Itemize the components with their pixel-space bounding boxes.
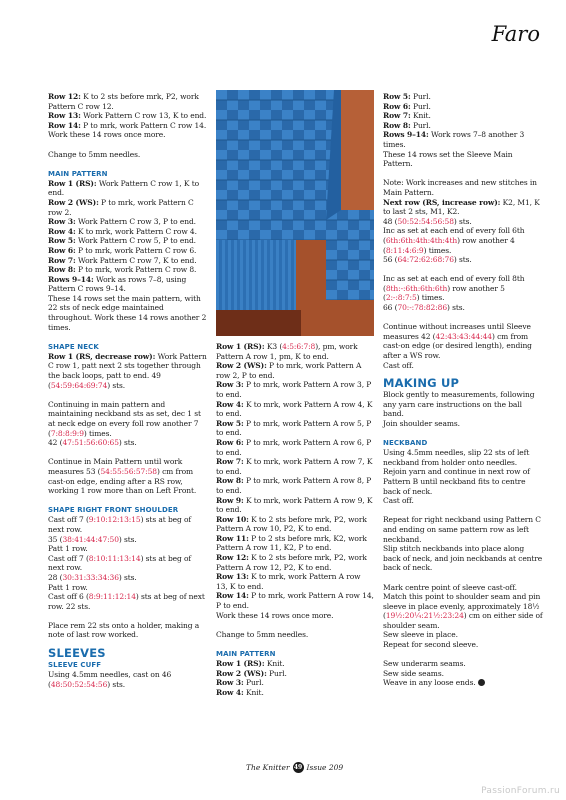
increase-row: Next row (RS, increase row): K2, M1, K to last 2 sts, M1, K2. [383, 197, 540, 217]
shoulder-line-6: Patt 1 row. [48, 582, 88, 592]
main-row-1: Row 1 (RS): Work Pattern C row 1, K to end. [48, 178, 200, 198]
footer [246, 762, 343, 773]
row-12: Row 12: K to 2 sts before mrk, P2, work Pattern C row 12. [48, 92, 199, 111]
end-mark-icon [478, 679, 485, 686]
increase-set-2: Inc as set at each end of every foll 8th (8th:-:6th:6th:6th) row another 5 (2:-:8:7:5) times. [383, 274, 525, 303]
main-row-4: Row 4: K to mrk, work Pattern C row 4. [48, 226, 197, 236]
neckband-4: Repeat for right neckband using Pattern C and ending on same pattern row as left neckband. [383, 515, 541, 544]
sleeve-row-2: Row 2 (WS): Purl. [216, 668, 287, 678]
magazine-name: The Knitter [246, 763, 290, 772]
neckband-1: Using 4.5mm needles, slip 22 sts of left neckband from holder onto needles. [383, 448, 530, 467]
shoulder-line-5: 28 (30:31:33:34:36) sts. [48, 572, 137, 582]
shoulder-line-7: Cast off 6 (8:9:11:12:14) sts at beg of next row. 22 sts. [48, 592, 205, 611]
sleeve-main-pattern-heading: MAIN PATTERN [216, 650, 276, 658]
intro-tail: Work these 14 rows once more. [48, 130, 166, 140]
sleeve-cuff-heading: SLEEVE CUFF [48, 661, 102, 670]
main-row-6: Row 6: P to mrk, work Pattern C row 6. [48, 245, 197, 255]
neck-row-1: Row 1 (RS, decrease row): Work Pattern C row 1, patt next 2 sts together through the back loops, patt to end. 49 (54:59:64:69:74) sts. [48, 351, 207, 390]
a-row-4: Row 4: K to mrk, work Pattern A row 4, K to end. [216, 399, 373, 419]
shoulder-line-1: Cast off 7 (9:10:12:13:15) sts at beg of next row. [48, 515, 192, 534]
increase-set-1: Inc as set at each end of every foll 6th (6th:6th:4th:4th:4th) row another 4 (8:11:4:6:9) times. [383, 226, 525, 255]
sleeve-rows-9-14: Rows 9–14: Work rows 7–8 another 3 times. [383, 130, 525, 149]
sweater-photo [216, 90, 374, 336]
neck-decrease-text: Continuing in main pattern and maintaining neckband sts as set, dec 1 st at neck edge on every foll row another 7 (7:8:8:9:9) times. [48, 399, 201, 438]
a-row-6: Row 6: P to mrk, work Pattern A row 6, P to end. [216, 437, 372, 457]
shoulder-line-8: Place rem 22 sts onto a holder, making a note of last row worked. [48, 620, 200, 640]
making-up-text: Block gently to measurements, following any yarn care instructions on the ball band. [383, 390, 535, 419]
a-row-3: Row 3: P to mrk, work Pattern A row 3, P to end. [216, 380, 372, 399]
main-rows-9-14: Rows 9–14: Work as rows 7–8, using Pattern C rows 9–14. [48, 274, 187, 294]
sleeve-row-5: Row 5: Purl. [383, 92, 431, 101]
page-title: Faro [491, 22, 540, 46]
sew-1: Sew underarm seams. [383, 659, 466, 669]
increase-set-2-count: 66 (70:-:78:82:86) sts. [383, 303, 465, 313]
main-tail: These 14 rows set the main pattern, with 22 sts of neck edge maintained throughout. Work these 14 rows another 2 times. [48, 293, 207, 332]
shape-neck-heading: SHAPE NECK [48, 342, 99, 351]
making-up-heading: MAKING UP [383, 376, 460, 391]
knit-texture-image [216, 90, 374, 336]
a-row-7: Row 7: K to mrk, work Pattern A row 7, K to end. [216, 457, 373, 476]
column-right [383, 92, 543, 688]
watermark: PassionForum.ru [481, 786, 560, 796]
mark-centre-4: Repeat for second sleeve. [383, 640, 479, 650]
a-row-13: Row 13: K to mrk, work Pattern A row 13, K to end. [216, 572, 361, 591]
sleeve-row-3: Row 3: Purl. [216, 678, 264, 688]
increase-set-1-count: 56 (64:72:62:68:76) sts. [383, 255, 472, 265]
sleeve-row-4: Row 4: Knit. [216, 687, 264, 697]
mark-centre-2: Match this point to shoulder seam and pin sleeve in place evenly, approximately 18½ (19½:20¼:21½:23:24) cm on either side of shoulder seam. [383, 592, 543, 630]
shoulder-line-3: Patt 1 row. [48, 544, 88, 554]
mark-centre-3: Sew sleeve in place. [383, 630, 458, 640]
a-row-11: Row 11: P to 2 sts before mrk, K2, work Pattern A row 11, K2, P to end. [216, 533, 367, 553]
neckband-3: Cast off. [383, 496, 414, 506]
sew-2: Sew side seams. [383, 668, 444, 678]
sleeve-rows-tail: These 14 rows set the Sleeve Main Pattern. [383, 149, 513, 169]
main-row-8: Row 8: P to mrk, work Pattern C row 8. [48, 265, 197, 275]
issue-number: Issue 209 [306, 763, 344, 772]
sleeves-heading: SLEEVES [48, 646, 106, 661]
main-row-3: Row 3: Work Pattern C row 3, P to end. [48, 217, 196, 227]
neckband-heading: NECKBAND [383, 439, 428, 448]
continue-text: Continue without increases until Sleeve measures 42 (42:43:43:44:44) cm from cast-on edge (or desired length), ending after a WS row. [383, 322, 532, 361]
change-needles: Change to 5mm needles. [48, 149, 141, 159]
increase-count: 48 (50:52:54:56:58) sts. [383, 216, 472, 226]
main-pattern-heading: MAIN PATTERN [48, 169, 108, 178]
column-left [48, 92, 208, 689]
row-13: Row 13: Work Pattern C row 13, K to end. [48, 111, 207, 121]
a-rows-tail: Work these 14 rows once more. [216, 610, 334, 620]
sew-3: Weave in any loose ends. [383, 678, 543, 688]
main-row-2: Row 2 (WS): P to mrk, work Pattern C row 2. [48, 197, 194, 217]
neckband-2: Rejoin yarn and continue in next row of Pattern B until neckband fits to centre back of neck. [383, 467, 530, 496]
cast-off-1: Cast off. [383, 360, 414, 370]
a-row-9: Row 9: K to mrk, work Pattern A row 9, K to end. [216, 495, 373, 515]
sleeve-row-1: Row 1 (RS): Knit. [216, 659, 285, 668]
mark-centre-1: Mark centre point of sleeve cast-off. [383, 582, 517, 592]
a-row-2: Row 2 (WS): P to mrk, work Pattern A row 2, P to end. [216, 361, 362, 380]
main-row-7: Row 7: Work Pattern C row 7, K to end. [48, 255, 197, 265]
column-middle [216, 342, 374, 697]
increase-note: Note: Work increases and new stitches in Main Pattern. [383, 178, 537, 197]
neck-continue-text: Continue in Main Pattern until work measures 53 (54:55:56:57:58) cm from cast-on edge, ending after a RS row, working 1 row more than on Left Front. [48, 457, 197, 496]
a-row-10: Row 10: K to 2 sts before mrk, P2, work Pattern A row 10, P2, K to end. [216, 514, 367, 534]
row-14: Row 14: P to mrk, work Pattern C row 14. [48, 120, 207, 130]
a-row-5: Row 5: P to mrk, work Pattern A row 5, P to end. [216, 418, 372, 438]
shoulder-line-4: Cast off 7 (8:10:11:13:14) sts at beg of next row. [48, 553, 192, 573]
shoulder-line-2: 35 (38:41:44:47:50) sts. [48, 534, 137, 544]
neckband-5: Slip stitch neckbands into place along back of neck, and join neckbands at centre back of neck. [383, 544, 543, 573]
a-row-14: Row 14: P to mrk, work Pattern A row 14, P to end. [216, 591, 374, 611]
join-shoulder: Join shoulder seams. [383, 419, 460, 428]
cuff-text: Using 4.5mm needles, cast on 46 (48:50:52:54:56) sts. [48, 670, 172, 689]
main-row-5: Row 5: Work Pattern C row 5, P to end. [48, 236, 196, 246]
sleeve-row-8: Row 8: Purl. [383, 120, 431, 130]
a-row-8: Row 8: P to mrk, work Pattern A row 8, P to end. [216, 476, 372, 495]
sleeve-row-7: Row 7: Knit. [383, 111, 431, 121]
shoulder-heading: SHAPE RIGHT FRONT SHOULDER [48, 506, 179, 515]
sleeve-row-6: Row 6: Purl. [383, 101, 431, 111]
change-needles-2: Change to 5mm needles. [216, 629, 309, 639]
a-row-1: Row 1 (RS): K3 (4:5:6:7:8), pm, work Pattern A row 1, pm, K to end. [216, 342, 358, 361]
page-number: 49 [293, 764, 303, 771]
neck-stitch-count: 42 (47:51:56:60:65) sts. [48, 438, 137, 448]
a-row-12: Row 12: K to 2 sts before mrk, P2, work Pattern A row 12, P2, K to end. [216, 553, 367, 572]
